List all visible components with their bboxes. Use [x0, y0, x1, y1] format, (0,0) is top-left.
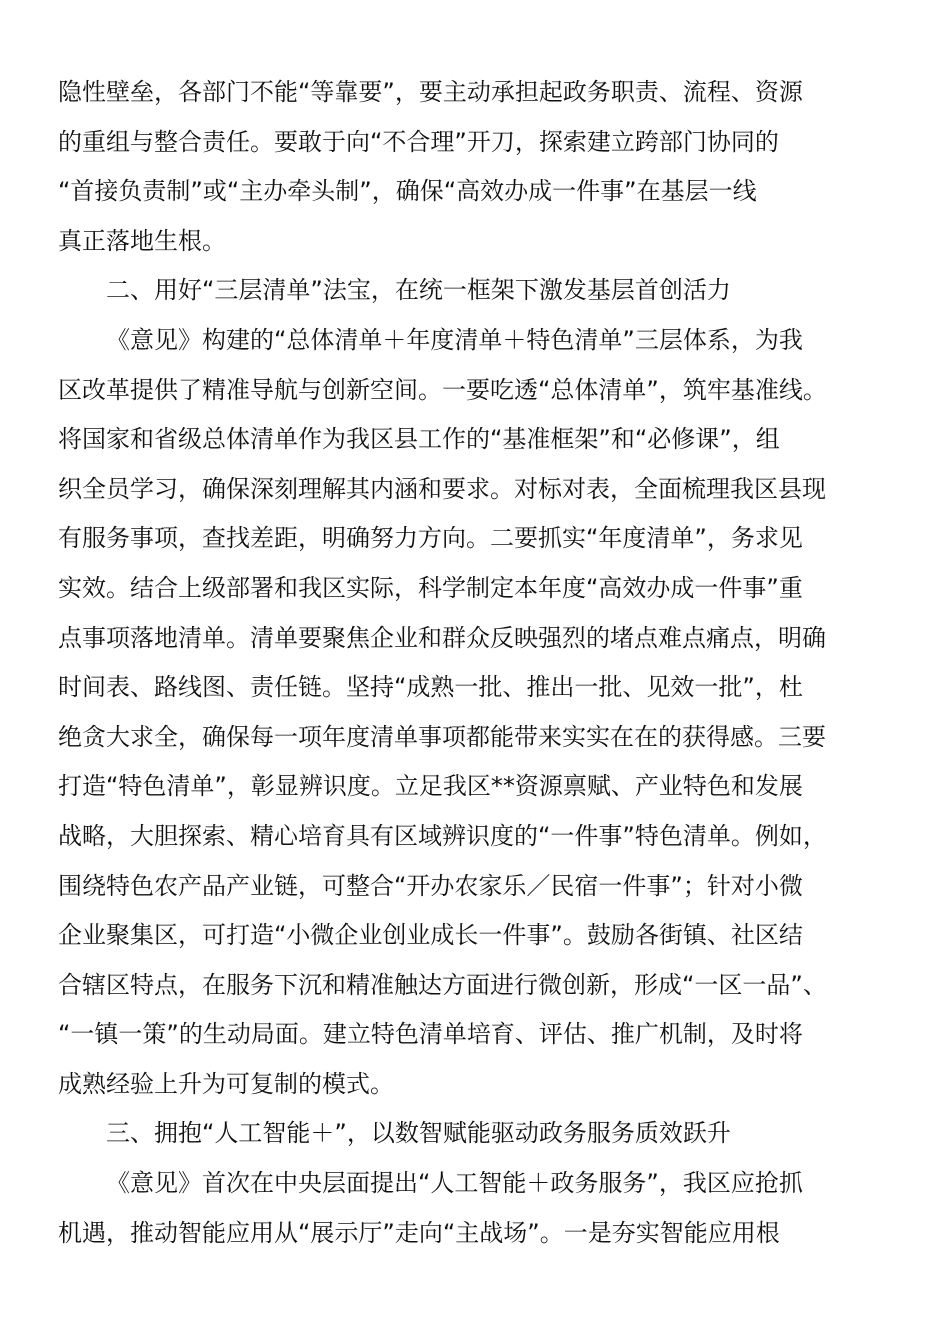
- body-line: 点事项落地清单。清单要聚焦企业和群众反映强烈的堵点难点痛点，明确: [58, 623, 826, 652]
- body-line: 机遇，推动智能应用从“展示厅”走向“主战场”。一是夯实智能应用根: [58, 1218, 780, 1247]
- body-line: 的重组与整合责任。要敢于向“不合理”开刀，探索建立跨部门协同的: [58, 127, 779, 156]
- body-line: 战略，大胆探索、精心培育具有区域辨识度的“一件事”特色清单。例如，: [58, 821, 827, 850]
- body-line: “首接负责制”或“主办牵头制”，确保“高效办成一件事”在基层一线: [58, 177, 757, 206]
- body-line: 真正落地生根。: [58, 226, 226, 255]
- body-line: 区改革提供了精准导航与创新空间。一要吃透“总体清单”，筑牢基准线。: [58, 375, 827, 404]
- body-line: 围绕特色农产品产业链，可整合“开办农家乐／民宿一件事”；针对小微: [58, 871, 803, 900]
- body-line: 绝贪大求全，确保每一项年度清单事项都能带来实实在在的获得感。三要: [58, 722, 826, 751]
- body-line: 时间表、路线图、责任链。坚持“成熟一批、推出一批、见效一批”，杜: [58, 673, 803, 702]
- body-line: 将国家和省级总体清单作为我区县工作的“基准框架”和“必修课”，组: [58, 425, 780, 454]
- document-body: [58, 68, 892, 1258]
- body-line: 企业聚集区，可打造“小微企业创业成长一件事”。鼓励各街镇、社区结: [58, 921, 803, 950]
- section-heading-3: 三、拥抱“人工智能＋”，以数智赋能驱动政务服务质效跃升: [106, 1119, 731, 1148]
- body-line: 打造“特色清单”，彰显辨识度。立足我区**资源禀赋、产业特色和发展: [58, 772, 803, 801]
- body-line: “一镇一策”的生动局面。建立特色清单培育、评估、推广机制，及时将: [58, 1020, 803, 1049]
- body-line: 隐性壁垒，各部门不能“等靠要”，要主动承担起政务职责、流程、资源: [58, 78, 803, 106]
- section-heading-2: 二、用好“三层清单”法宝，在统一框架下激发基层首创活力: [106, 276, 731, 305]
- body-line: 织全员学习，确保深刻理解其内涵和要求。对标对表，全面梳理我区县现: [58, 474, 826, 503]
- body-line: 有服务事项，查找差距，明确努力方向。二要抓实“年度清单”，务求见: [58, 524, 803, 553]
- body-line: 《意见》构建的“总体清单＋年度清单＋特色清单”三层体系，为我: [106, 325, 803, 354]
- body-line: 成熟经验上升为可复制的模式。: [58, 1069, 394, 1098]
- body-line: 合辖区特点，在服务下沉和精准触达方面进行微创新，形成“一区一品”、: [58, 970, 827, 999]
- body-line: 实效。结合上级部署和我区实际，科学制定本年度“高效办成一件事”重: [58, 573, 803, 602]
- body-line: 《意见》首次在中央层面提出“人工智能＋政务服务”，我区应抢抓: [106, 1169, 803, 1198]
